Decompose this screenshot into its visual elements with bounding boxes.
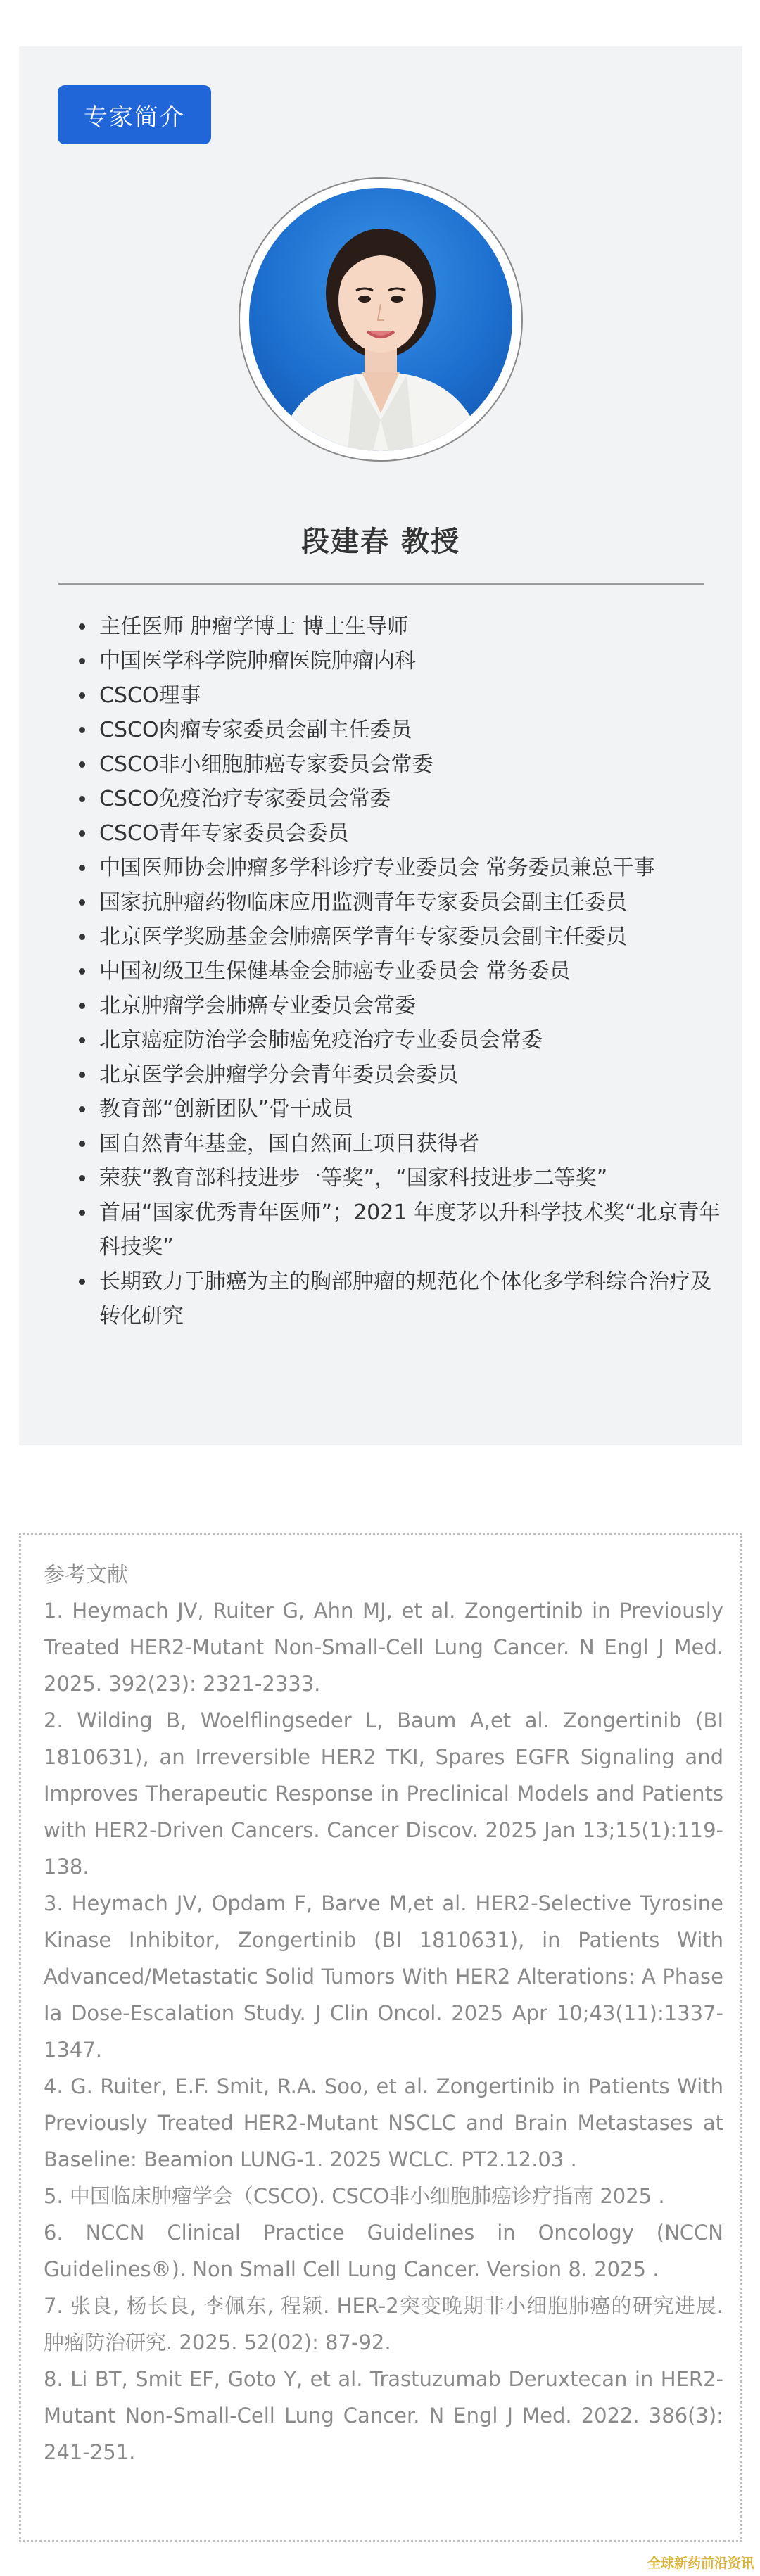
credential-item: • 国家抗肿瘤药物临床应用监测青年专家委员会副主任委员 <box>96 885 730 920</box>
credential-item: • 主任医师 肿瘤学博士 博士生导师 <box>96 609 730 644</box>
reference-item: 3. Heymach JV, Opdam F, Barve M,et al. HER2-Selective Tyrosine Kinase Inhibitor, Zongertinib (BI 1810631), in Patients With Advanced/Metastatic Solid Tumors With HER2 Alterations: A Phase Ia Dose-Escalation Study. J Clin Oncol. 2025 Apr 10;43(11):1337-1347. <box>44 1891 723 2062</box>
credential-item: • 北京肿瘤学会肺癌专业委员会常委 <box>96 989 730 1023</box>
expert-intro-badge: 专家简介 <box>58 85 211 144</box>
references-box <box>19 1533 742 2542</box>
expert-name: 段建春 教授 <box>301 526 460 558</box>
references-list <box>44 1592 723 2470</box>
watermark: 全球新药前沿资讯 <box>647 2556 754 2571</box>
reference-item: 5. 中国临床肿瘤学会（CSCO). CSCO非小细胞肺癌诊疗指南 2025 . <box>44 2184 665 2208</box>
credential-item: • 长期致力于肺癌为主的胸部肿瘤的规范化个体化多学科综合治疗及转化研究 <box>96 1264 730 1333</box>
reference-item: 7. 张良, 杨长良, 李佩东, 程颖. HER-2突变晚期非小细胞肺癌的研究进展. 肿瘤防治研究. 2025. 52(02): 87-92. <box>44 2294 723 2354</box>
credential-item: • 国自然青年基金，国自然面上项目获得者 <box>96 1127 730 1161</box>
credential-item: • CSCO免疫治疗专家委员会常委 <box>96 782 730 816</box>
credential-item: • 教育部“创新团队”骨干成员 <box>96 1092 730 1127</box>
credential-item: • CSCO非小细胞肺癌专家委员会常委 <box>96 747 730 782</box>
credential-item: • 北京癌症防治学会肺癌免疫治疗专业委员会常委 <box>96 1023 730 1058</box>
divider <box>58 583 704 585</box>
credential-item: • 中国医师协会肿瘤多学科诊疗专业委员会 常务委员兼总干事 <box>96 851 730 885</box>
reference-item: 6. NCCN Clinical Practice Guidelines in Oncology (NCCN Guidelines®). Non Small Cell Lung Cancer. Version 8. 2025 . <box>44 2221 723 2281</box>
references-title: 参考文献 <box>44 1563 128 1587</box>
credential-item: • 中国初级卫生保健基金会肺癌专业委员会 常务委员 <box>96 954 730 989</box>
portrait-illustration <box>249 188 512 451</box>
credential-item: • 荣获“教育部科技进步一等奖”，“国家科技进步二等奖” <box>96 1161 730 1195</box>
expert-profile-card <box>19 46 742 1445</box>
credential-item: • CSCO肉瘤专家委员会副主任委员 <box>96 713 730 747</box>
reference-item: 8. Li BT, Smit EF, Goto Y, et al. Trastuzumab Deruxtecan in HER2-Mutant Non-Small-Cell Lung Cancer. N Engl J Med. 2022. 386(3): 241-251. <box>44 2367 723 2464</box>
credential-item: • CSCO青年专家委员会委员 <box>96 816 730 851</box>
reference-item: 1. Heymach JV, Ruiter G, Ahn MJ, et al. Zongertinib in Previously Treated HER2-Mutant Non-Small-Cell Lung Cancer. N Engl J Med. 2025. 392(23): 2321-2333. <box>44 1599 723 1696</box>
credential-item: • 北京医学会肿瘤学分会青年委员会委员 <box>96 1058 730 1092</box>
portrait-frame <box>239 177 523 462</box>
portrait-photo <box>249 188 512 451</box>
credential-item: • 首届“国家优秀青年医师”；2021 年度茅以升科学技术奖“北京青年科技奖” <box>96 1195 730 1264</box>
credential-item: • CSCO理事 <box>96 678 730 713</box>
reference-item: 2. Wilding B, Woelflingseder L, Baum A,et al. Zongertinib (BI 1810631), an Irreversible HER2 TKI, Spares EGFR Signaling and Improves Therapeutic Response in Preclinical Models and Patients with HER2-Driven Cancers. Cancer Discov. 2025 Jan 13;15(1):119-138. <box>44 1708 723 1879</box>
reference-item: 4. G. Ruiter, E.F. Smit, R.A. Soo, et al. Zongertinib in Patients With Previously Treated HER2-Mutant NSCLC and Brain Metastases at Baseline: Beamion LUNG-1. 2025 WCLC. PT2.12.03 . <box>44 2074 723 2171</box>
credential-item: • 北京医学奖励基金会肺癌医学青年专家委员会副主任委员 <box>96 920 730 954</box>
credential-item: • 中国医学科学院肿瘤医院肿瘤内科 <box>96 644 730 678</box>
credentials-list <box>67 609 730 1333</box>
